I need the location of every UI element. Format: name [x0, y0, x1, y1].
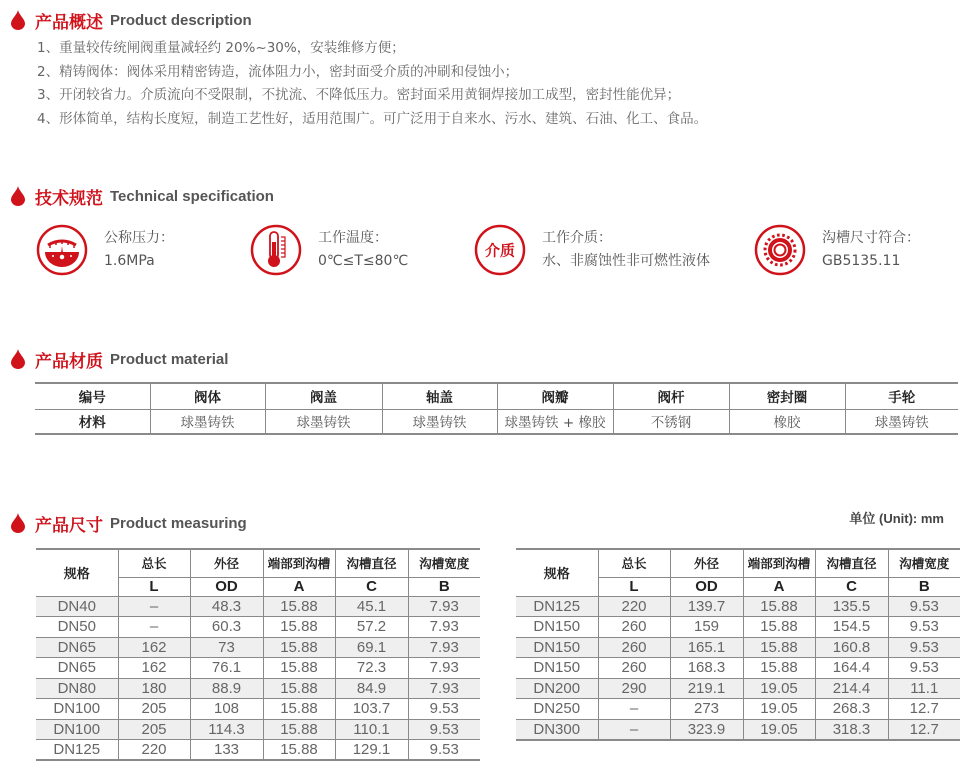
size-value-cell: 7.93: [408, 678, 480, 699]
section-title-en: Product measuring: [110, 514, 247, 532]
size-spec-cell: DN150: [516, 658, 598, 679]
size-table-row: [516, 719, 960, 740]
description-item: 3、开闭较省力。介质流向不受限制，不扰流、不降低压力。密封面采用黄铜焊接加工成型，密封性能优异；: [37, 87, 681, 103]
spec-temperature: [250, 224, 408, 276]
spec-label: 沟槽尺寸符合：: [822, 230, 920, 246]
section-title-en: Technical specification: [110, 187, 274, 205]
size-spec-cell: DN125: [516, 596, 598, 617]
size-spec-cell: DN65: [36, 637, 118, 658]
size-value-cell: 219.1: [670, 678, 743, 699]
section-header-material: [10, 346, 228, 372]
size-value-cell: 323.9: [670, 719, 743, 740]
size-value-cell: 60.3: [190, 617, 263, 638]
size-value-cell: 129.1: [335, 740, 408, 761]
size-value-cell: 133: [190, 740, 263, 761]
size-value-cell: 72.3: [335, 658, 408, 679]
description-list: [37, 37, 707, 131]
size-table-row: [36, 658, 480, 679]
size-value-cell: 7.93: [408, 658, 480, 679]
size-value-cell: 164.4: [815, 658, 888, 679]
size-value-cell: 9.53: [888, 658, 960, 679]
gear-icon: [754, 224, 806, 276]
size-spec-cell: DN300: [516, 719, 598, 740]
size-table-row: [516, 637, 960, 658]
size-table-row: [516, 596, 960, 617]
material-cell: 球墨铸铁: [265, 409, 382, 434]
size-value-cell: 162: [118, 658, 190, 679]
size-value-cell: 114.3: [190, 719, 263, 740]
size-value-cell: 135.5: [815, 596, 888, 617]
material-header-cell: 阀瓣: [497, 383, 613, 409]
material-data-row: [35, 409, 958, 434]
section-title-cn: 产品概述: [35, 12, 103, 33]
medium-badge-icon: [474, 224, 526, 276]
size-value-cell: 9.53: [408, 719, 480, 740]
size-table-row: [36, 719, 480, 740]
size-value-cell: 7.93: [408, 617, 480, 638]
size-table-right: [516, 548, 960, 741]
section-header-technical: [10, 183, 274, 209]
material-header-row: [35, 383, 958, 409]
size-value-cell: 48.3: [190, 596, 263, 617]
spec-label: 工作介质：: [542, 230, 612, 246]
size-header-cell: 沟槽直径: [815, 549, 888, 577]
size-value-cell: –: [598, 699, 670, 720]
size-value-cell: –: [118, 596, 190, 617]
size-value-cell: 168.3: [670, 658, 743, 679]
size-header-spec: 规格: [516, 549, 598, 596]
size-value-cell: 69.1: [335, 637, 408, 658]
section-title-en: Product description: [110, 11, 252, 29]
material-header-cell: 编号: [35, 383, 150, 409]
size-spec-cell: DN100: [36, 719, 118, 740]
size-value-cell: 15.88: [743, 596, 815, 617]
size-value-cell: –: [118, 617, 190, 638]
size-spec-cell: DN40: [36, 596, 118, 617]
material-cell: 球墨铸铁: [845, 409, 958, 434]
description-item: 1、重量较传统闸阀重量减轻约 20%~30%，安装维修方便；: [37, 40, 405, 56]
size-spec-cell: DN250: [516, 699, 598, 720]
size-spec-cell: DN50: [36, 617, 118, 638]
size-value-cell: 19.05: [743, 678, 815, 699]
size-value-cell: 15.88: [263, 699, 335, 720]
size-value-cell: 12.7: [888, 719, 960, 740]
material-header-cell: 阀盖: [265, 383, 382, 409]
size-table-row: [36, 596, 480, 617]
size-value-cell: 205: [118, 699, 190, 720]
description-item: 2、精铸阀体：阀体采用精密铸造，流体阻力小，密封面受介质的冲刷和侵蚀小；: [37, 63, 519, 80]
spec-groove: [754, 224, 920, 276]
size-value-cell: 260: [598, 617, 670, 638]
material-cell: 球墨铸铁: [382, 409, 497, 434]
spec-value: GB5135.11: [822, 253, 901, 269]
size-code-cell: C: [815, 577, 888, 596]
size-value-cell: 9.53: [888, 637, 960, 658]
size-value-cell: 7.93: [408, 637, 480, 658]
size-table-row: [36, 617, 480, 638]
size-value-cell: 88.9: [190, 678, 263, 699]
size-value-cell: 220: [118, 740, 190, 761]
spec-medium: [474, 224, 710, 276]
section-title-cn: 技术规范: [35, 188, 103, 209]
size-table-row: [516, 658, 960, 679]
size-value-cell: 9.53: [408, 699, 480, 720]
size-value-cell: 15.88: [743, 658, 815, 679]
size-value-cell: 273: [670, 699, 743, 720]
size-code-cell: B: [408, 577, 480, 596]
size-table-row: [516, 617, 960, 638]
drop-icon: [10, 349, 26, 369]
size-value-cell: 165.1: [670, 637, 743, 658]
size-code-cell: A: [263, 577, 335, 596]
size-header-cell: 端部到沟槽: [263, 549, 335, 577]
size-header-row: [36, 549, 480, 577]
size-value-cell: 9.53: [888, 617, 960, 638]
drop-icon: [10, 10, 26, 30]
size-value-cell: 268.3: [815, 699, 888, 720]
material-cell: 橡胶: [729, 409, 845, 434]
size-value-cell: 15.88: [263, 719, 335, 740]
material-header-cell: 阀体: [150, 383, 265, 409]
size-spec-cell: DN65: [36, 658, 118, 679]
size-header-cell: 总长: [118, 549, 190, 577]
size-value-cell: 205: [118, 719, 190, 740]
size-header-cell: 外径: [190, 549, 263, 577]
size-value-cell: 290: [598, 678, 670, 699]
size-code-cell: OD: [670, 577, 743, 596]
size-value-cell: 15.88: [263, 596, 335, 617]
svg-text:介质: 介质: [484, 241, 516, 260]
size-value-cell: 260: [598, 658, 670, 679]
spec-value: 1.6MPa: [104, 253, 155, 269]
size-table-row: [516, 678, 960, 699]
size-header-cell: 沟槽宽度: [408, 549, 480, 577]
size-value-cell: 110.1: [335, 719, 408, 740]
spec-pressure: [36, 224, 174, 276]
drop-icon: [10, 513, 26, 533]
unit-label: 单位 (Unit): mm: [849, 511, 944, 526]
section-header-measuring: [10, 510, 247, 536]
size-value-cell: 15.88: [743, 637, 815, 658]
size-value-cell: 15.88: [263, 658, 335, 679]
size-value-cell: 15.88: [263, 678, 335, 699]
size-code-cell: L: [118, 577, 190, 596]
size-value-cell: 11.1: [888, 678, 960, 699]
material-cell: 不锈钢: [613, 409, 729, 434]
material-cell: 球墨铸铁: [150, 409, 265, 434]
size-value-cell: 15.88: [743, 617, 815, 638]
size-code-cell: A: [743, 577, 815, 596]
material-header-cell: 手轮: [845, 383, 958, 409]
size-value-cell: 154.5: [815, 617, 888, 638]
size-value-cell: 73: [190, 637, 263, 658]
spec-value: 水、非腐蚀性非可燃性液体: [542, 253, 710, 269]
size-value-cell: –: [598, 719, 670, 740]
size-value-cell: 19.05: [743, 719, 815, 740]
size-value-cell: 84.9: [335, 678, 408, 699]
thermometer-icon: [250, 224, 302, 276]
description-item: 4、形体简单，结构长度短，制造工艺性好，适用范围广。可广泛用于自来水、污水、建筑、石油、化工、食品。: [37, 110, 708, 127]
spec-label: 公称压力：: [104, 230, 174, 246]
size-value-cell: 220: [598, 596, 670, 617]
size-value-cell: 15.88: [263, 637, 335, 658]
size-table-left: [36, 548, 480, 761]
size-value-cell: 180: [118, 678, 190, 699]
size-spec-cell: DN150: [516, 637, 598, 658]
material-table: [35, 382, 958, 435]
material-header-cell: 阀杆: [613, 383, 729, 409]
size-code-cell: L: [598, 577, 670, 596]
size-value-cell: 159: [670, 617, 743, 638]
size-spec-cell: DN150: [516, 617, 598, 638]
size-table-row: [36, 637, 480, 658]
size-code-cell: B: [888, 577, 960, 596]
size-value-cell: 9.53: [888, 596, 960, 617]
size-value-cell: 103.7: [335, 699, 408, 720]
size-value-cell: 7.93: [408, 596, 480, 617]
size-code-cell: OD: [190, 577, 263, 596]
size-value-cell: 76.1: [190, 658, 263, 679]
size-value-cell: 57.2: [335, 617, 408, 638]
size-value-cell: 318.3: [815, 719, 888, 740]
pressure-gauge-icon: [36, 224, 88, 276]
section-title-cn: 产品尺寸: [35, 515, 103, 536]
size-value-cell: 15.88: [263, 740, 335, 761]
material-header-cell: 轴盖: [382, 383, 497, 409]
drop-icon: [10, 186, 26, 206]
size-spec-cell: DN200: [516, 678, 598, 699]
size-code-cell: C: [335, 577, 408, 596]
size-spec-cell: DN125: [36, 740, 118, 761]
size-value-cell: 108: [190, 699, 263, 720]
size-table-row: [36, 740, 480, 761]
size-value-cell: 160.8: [815, 637, 888, 658]
size-header-cell: 端部到沟槽: [743, 549, 815, 577]
size-spec-cell: DN100: [36, 699, 118, 720]
size-value-cell: 19.05: [743, 699, 815, 720]
section-title-cn: 产品材质: [35, 351, 103, 372]
size-value-cell: 45.1: [335, 596, 408, 617]
size-table-row: [36, 678, 480, 699]
size-header-spec: 规格: [36, 549, 118, 596]
section-header-description: [10, 7, 252, 33]
size-table-row: [516, 699, 960, 720]
spec-label: 工作温度：: [318, 230, 388, 246]
size-header-cell: 外径: [670, 549, 743, 577]
section-title-en: Product material: [110, 350, 229, 368]
size-value-cell: 15.88: [263, 617, 335, 638]
size-value-cell: 260: [598, 637, 670, 658]
size-table-row: [36, 699, 480, 720]
size-header-cell: 沟槽直径: [335, 549, 408, 577]
spec-value: 0℃≤T≤80℃: [318, 253, 409, 269]
size-value-cell: 12.7: [888, 699, 960, 720]
size-value-cell: 139.7: [670, 596, 743, 617]
material-cell: 球墨铸铁 + 橡胶: [497, 409, 613, 434]
size-value-cell: 214.4: [815, 678, 888, 699]
size-value-cell: 162: [118, 637, 190, 658]
size-header-row: [516, 549, 960, 577]
size-header-cell: 总长: [598, 549, 670, 577]
material-cell: 材料: [35, 409, 150, 434]
size-header-cell: 沟槽宽度: [888, 549, 960, 577]
size-spec-cell: DN80: [36, 678, 118, 699]
size-value-cell: 9.53: [408, 740, 480, 761]
material-header-cell: 密封圈: [729, 383, 845, 409]
